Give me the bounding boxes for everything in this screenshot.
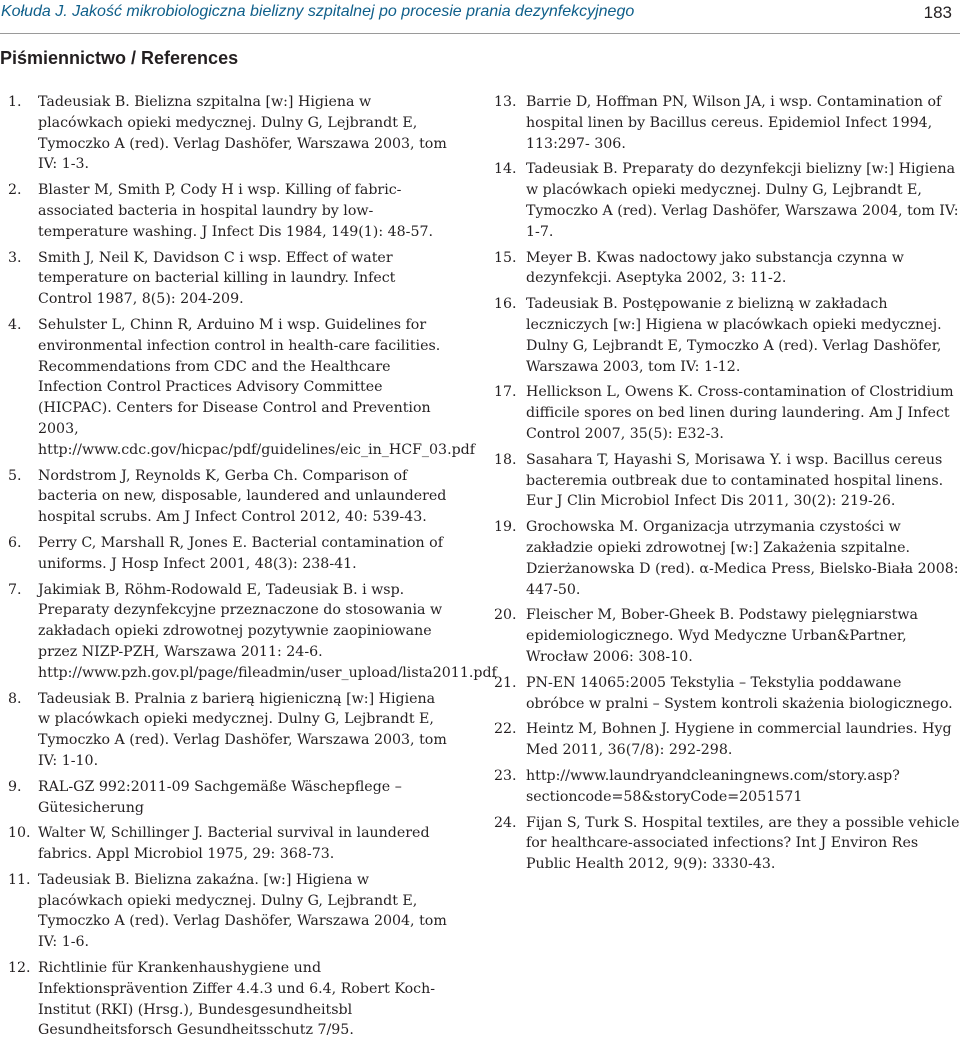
reference-text: Walter W, Schillinger J. Bacterial survival in laundered fabrics. Appl Microbiol 1975, 29: 368-73. [38,825,430,863]
page-number: 183 [923,3,952,22]
reference-text: Tadeusiak B. Preparaty do dezynfekcji bielizny [w:] Higiena w placówkach opieki medycznej. Dulny G, Lejbrandt E, Tymoczko A (red). Verlag Dashöfer, Warszawa 2004, tom IV: 1-7. [526,161,959,240]
reference-item [0,315,475,461]
reference-text: Fleischer M, Bober-Gheek B. Podstawy pielęgniarstwa epidemiologicznego. Wyd Medyczne Urban&Partner, Wrocław 2006: 308-10. [526,607,918,665]
reference-text: Smith J, Neil K, Davidson C i wsp. Effect of water temperature on bacterial killing in laundry. Infect Control 1987, 8(5): 204-209. [38,249,396,308]
reference-number: 5. [8,467,22,484]
references-column-left [0,92,497,1046]
reference-number: 14. [494,161,517,178]
reference-item [0,180,450,242]
reference-item [494,517,960,600]
reference-text: http://www.laundryandcleaningnews.com/story.asp?sectioncode=58&storyCode=2051571 [526,767,900,805]
reference-text: Nordstrom J, Reynolds K, Gerba Ch. Comparison of bacteria on new, disposable, laundered and unlaundered hospital scrubs. Am J Infect Control 2012, 40: 539-43. [38,467,447,526]
reference-number: 2. [8,182,22,199]
reference-number: 4. [8,316,22,333]
reference-number: 9. [8,778,22,795]
reference-item [0,92,450,175]
reference-list-right [494,92,960,875]
running-header [0,0,960,34]
reference-text: Sehulster L, Chinn R, Arduino M i wsp. Guidelines for environmental infection control in health-care facilities. Recommendations from CDC and the Healthcare Infection Control Practices Advisory Committee (HICPAC). Centers for Disease Control and Prevention 2003, http://www.cdc.gov/hicpac/pdf/guidelines/eic_in_HCF_03.pdf [38,316,475,458]
reference-text: Barrie D, Hoffman PN, Wilson JA, i wsp. Contamination of hospital linen by Bacillus cereus. Epidemiol Infect 1994, 113:297- 306. [526,94,942,152]
running-head-title: Kołuda J. Jakość mikrobiologiczna bielizny szpitalnej po procesie prania dezynfekcyjnego [1,3,635,20]
reference-text: Fijan S, Turk S. Hospital textiles, are they a possible vehicle for healthcare-associated infections? Int J Environ Res Public Health 2012, 9(9): 3330-43. [526,814,960,873]
reference-item [0,580,497,684]
reference-number: 7. [8,581,22,598]
reference-item [0,777,450,819]
reference-text: Tadeusiak B. Bielizna zakaźna. [w:] Higiena w placówkach opieki medycznej. Dulny G, Lejbrandt E, Tymoczko A (red). Verlag Dashöfer, Warszawa 2004, tom IV: 1-6. [38,871,447,951]
reference-number: 3. [8,249,22,266]
reference-item [0,533,450,575]
reference-item [0,689,450,772]
reference-number: 8. [8,690,22,707]
reference-number: 19. [494,519,517,536]
reference-item [494,92,960,154]
reference-text: Sasahara T, Hayashi S, Morisawa Y. i wsp. Bacillus cereus bacteremia outbreak due to contaminated hospital linens. Eur J Clin Microbiol Infect Dis 2011, 30(2): 219-26. [526,451,944,510]
reference-item [0,248,450,310]
reference-number: 15. [494,249,517,266]
reference-text: Perry C, Marshall R, Jones E. Bacterial contamination of uniforms. J Hosp Infect 2001, 48(3): 238-41. [38,534,443,572]
reference-text: Tadeusiak B. Bielizna szpitalna [w:] Higiena w placówkach opieki medycznej. Dulny G, Lejbrandt E, Tymoczko A (red). Verlag Dashöfer, Warszawa 2003, tom IV: 1-3. [38,94,447,173]
reference-item [494,766,960,808]
reference-number: 11. [8,871,31,888]
reference-item [494,813,960,875]
reference-item [0,870,450,953]
reference-item [0,823,450,865]
reference-text: PN-EN 14065:2005 Tekstylia – Tekstylia poddawane obróbce w pralni – System kontroli skażenia biologicznego. [526,674,953,712]
reference-text: Blaster M, Smith P, Cody H i wsp. Killing of fabric-associated bacteria in hospital laundry by low-temperature washing. J Infect Dis 1984, 149(1): 48-57. [38,182,434,240]
reference-number: 23. [494,767,517,784]
reference-text: Heintz M, Bohnen J. Hygiene in commercial laundries. Hyg Med 2011, 36(7/8): 292-298. [526,721,952,759]
reference-number: 16. [494,296,517,313]
references-column-right [494,92,960,880]
reference-number: 1. [8,94,22,110]
reference-item [494,673,960,715]
reference-number: 17. [494,384,517,401]
reference-number: 18. [494,451,517,468]
section-title: Piśmiennictwo / References [0,48,239,68]
reference-text: Tadeusiak B. Pralnia z barierą higieniczną [w:] Higiena w placówkach opieki medycznej. Dulny G, Lejbrandt E, Tymoczko A (red). Verlag Dashöfer, Warszawa 2003, tom IV: 1-10. [38,690,447,769]
reference-text: RAL-GZ 992:2011-09 Sachgemäße Wäschepflege – Gütesicherung [38,778,402,816]
reference-number: 22. [494,721,517,738]
reference-number: 20. [494,607,517,624]
reference-text: Richtlinie für Krankenhaushygiene und Infektionsprävention Ziffer 4.4.3 und 6.4, Robert Koch-Institut (RKI) (Hrsg.), Bundesgesundheitsbl Gesundheitsforsch Gesundheitsschutz 7/95. [38,960,436,1039]
reference-text: Meyer B. Kwas nadoctowy jako substancja czynna w dezynfekcji. Aseptyka 2002, 3: 11-2. [526,249,904,287]
reference-item [494,382,960,444]
reference-item [494,605,960,667]
reference-number: 21. [494,674,517,691]
reference-list-left [0,92,497,1041]
header-divider [0,33,960,34]
reference-number: 24. [494,814,517,831]
reference-number: 12. [8,960,31,977]
reference-item [0,958,450,1041]
reference-item [494,450,960,512]
reference-item [494,294,960,377]
reference-number: 10. [8,825,31,842]
reference-item [494,159,960,242]
reference-text: Jakimiak B, Röhm-Rodowald E, Tadeusiak B. i wsp. Preparaty dezynfekcyjne przeznaczone do stosowania w zakładach opieki zdrowotnej pozytywnie zaopiniowane przez NIZP-PZH, Warszawa 2011: 24-6. http://www.pzh.gov.pl/page/fileadmin/user_upload/lista2011.pdf [38,581,497,681]
reference-text: Hellickson L, Owens K. Cross-contamination of Clostridium difficile spores on bed linen during laundering. Am J Infect Control 2007, 35(5): E32-3. [526,384,954,442]
reference-number: 6. [8,534,22,551]
reference-item [0,466,450,528]
reference-item [494,248,960,290]
reference-text: Grochowska M. Organizacja utrzymania czystości w zakładzie opieki zdrowotnej [w:] Zakażenia szpitalne. Dzierżanowska D (red). α-Medica Press, Bielsko-Biała 2008: 447-50. [526,519,959,598]
reference-item [494,719,960,761]
reference-text: Tadeusiak B. Postępowanie z bielizną w zakładach leczniczych [w:] Higiena w placówkach opieki medycznej. Dulny G, Lejbrandt E, Tymoczko A (red). Verlag Dashöfer, Warszawa 2003, tom IV: 1-12. [526,296,942,375]
reference-number: 13. [494,94,517,110]
